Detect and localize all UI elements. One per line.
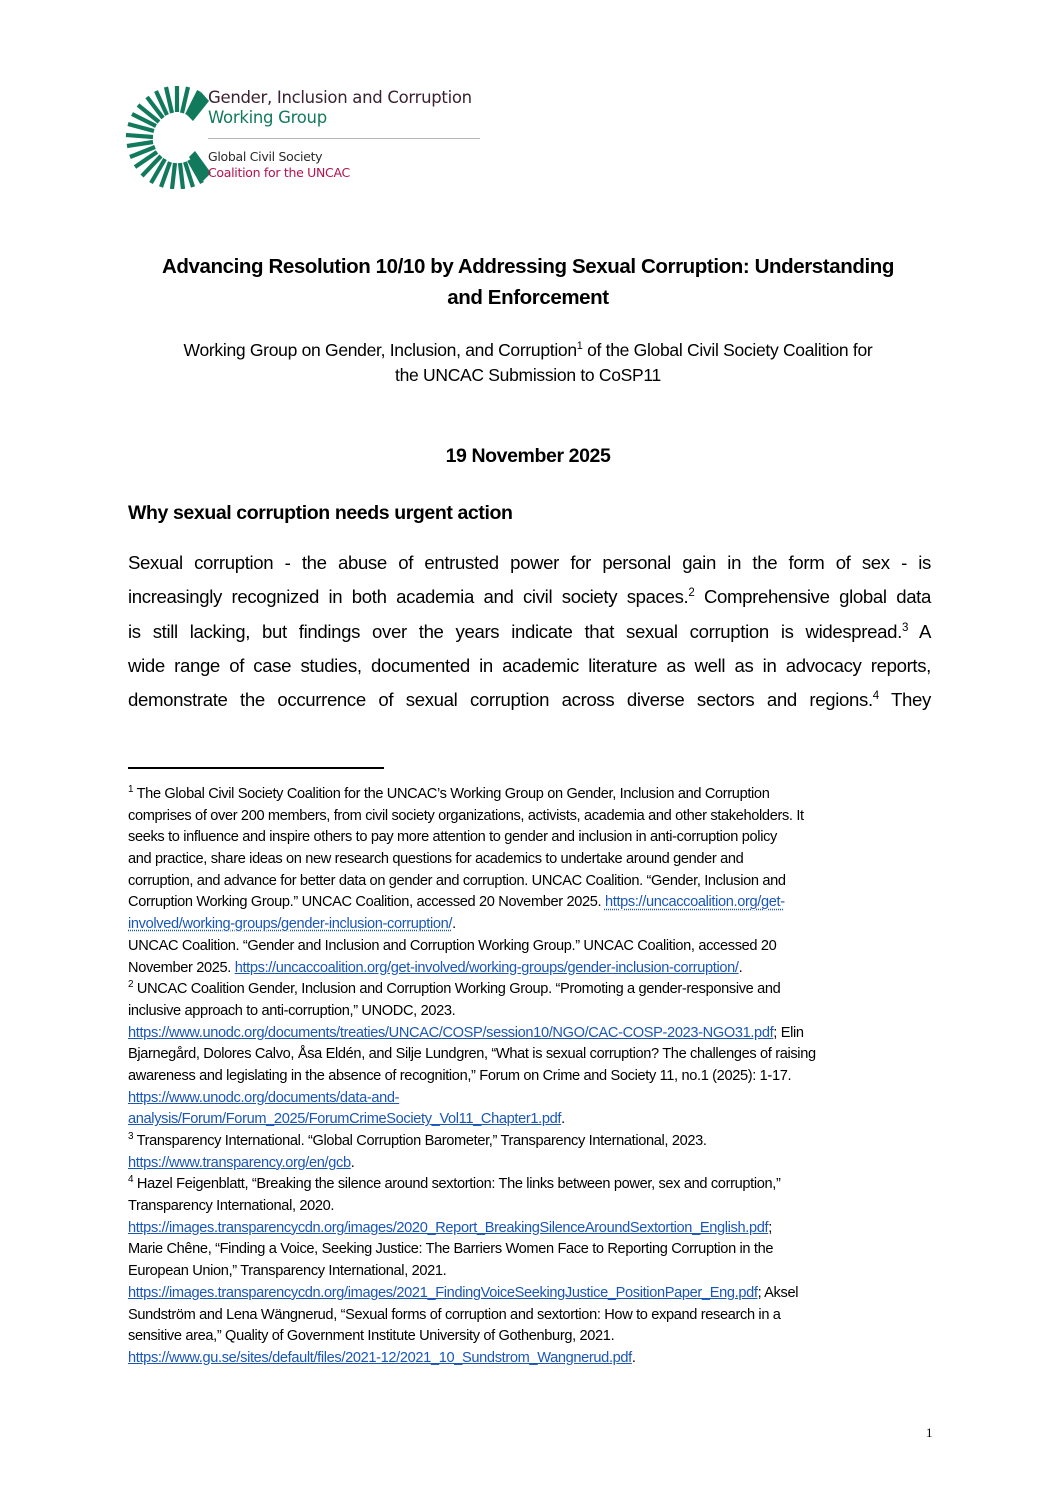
footnote-line: Transparency International, 2020. [128, 1198, 335, 1215]
subtitle-line-2: the UNCAC Submission to CoSP11 [395, 365, 661, 385]
footnote-line: inclusive approach to anti-corruption,” UNODC, 2023. [128, 1002, 456, 1019]
footnote-line [128, 1088, 928, 1110]
finding-voice-link[interactable]: https://images.transparencycdn.org/images/2021_FindingVoiceSeekingJustice_PositionPaper_Eng.pdf [128, 1284, 758, 1301]
footnote-ref-4[interactable]: 4 [872, 690, 879, 702]
footnote-text: . [350, 1154, 355, 1171]
footnote-separator [128, 767, 384, 769]
body-text: is still lacking, but findings over the years indicate that sexual corruption is widespread. [128, 620, 902, 642]
body-text: increasingly recognized in both academia and civil society spaces. [128, 586, 689, 608]
footnote-text: . [452, 916, 456, 933]
footnote-number: 3 [128, 1131, 134, 1143]
footnote-line: comprises of over 200 members, from civil society organizations, activists, academia and other stakeholders. It [128, 807, 804, 824]
footnote-text: Transparency International. “Global Corruption Barometer,” Transparency International, 2023. [133, 1133, 707, 1149]
uncac-working-group-link-2[interactable]: https://uncaccoalition.org/get-involved/working-groups/gender-inclusion-corruption/ [234, 959, 739, 976]
footnote-line [128, 1109, 928, 1131]
footnote-line: corruption, and advance for better data on gender and corruption. UNCAC Coalition. “Gender, Inclusion and [128, 872, 786, 889]
footnote-number: 2 [128, 979, 134, 991]
section-heading: Why sexual corruption needs urgent action [128, 502, 513, 524]
uncac-working-group-link-cont[interactable]: involved/working-groups/gender-inclusion-corruption/ [128, 916, 453, 933]
sextortion-report-link[interactable]: https://images.transparencycdn.org/images/2020_Report_BreakingSilenceAroundSextortion_English.pdf [128, 1219, 769, 1236]
unodc-ngo31-link[interactable]: https://www.unodc.org/documents/treaties/UNCAC/COSP/session10/NGO/CAC-COSP-2023-NGO31.pdf [128, 1024, 774, 1041]
footnote-line: UNCAC Coalition. “Gender and Inclusion and Corruption Working Group.” UNCAC Coalition, accessed 20 [128, 937, 777, 954]
logo-divider [208, 138, 480, 139]
logo-working-group-label: Working Group [208, 108, 327, 127]
footnote-line [128, 1218, 928, 1240]
document-date: 19 November 2025 [445, 445, 611, 467]
logo-wordmark [208, 88, 483, 181]
unodc-forum-link[interactable]: https://www.unodc.org/documents/data-and- [128, 1089, 400, 1106]
footnote-text: ; Aksel [757, 1284, 799, 1301]
footnote-line [128, 1348, 928, 1370]
body-line [128, 683, 931, 717]
body-line [128, 615, 931, 649]
footnote-text: . [738, 959, 743, 976]
body-text: Comprehensive global data [694, 586, 931, 608]
body-text: They [878, 689, 931, 711]
footnote-line [128, 892, 928, 914]
document-title [118, 251, 938, 313]
footnote-number: 4 [128, 1174, 134, 1186]
footnote-text: ; [768, 1219, 772, 1236]
footnote-3 [128, 1131, 928, 1153]
footnote-line: European Union,” Transparency International, 2021. [128, 1263, 447, 1280]
uncac-working-group-link[interactable]: https://uncaccoalition.org/get- [604, 894, 785, 911]
body-line: wide range of case studies, documented in academic literature as well as in advocacy reports, [128, 654, 931, 676]
transparency-gcb-link[interactable]: https://www.transparency.org/en/gcb [128, 1154, 351, 1171]
logo-working-group-name: Gender, Inclusion and Corruption [208, 88, 472, 107]
footnote-text: Corruption Working Group.” UNCAC Coalition, accessed 20 November 2025. [128, 894, 605, 911]
logo-coalition-label: Coalition for the UNCAC [208, 165, 350, 180]
footnote-line: seeks to influence and inspire others to pay more attention to gender and inclusion in anti-corruption policy [128, 829, 777, 846]
footnote-ref-2[interactable]: 2 [688, 587, 695, 600]
footnote-line [128, 1023, 928, 1045]
body-paragraph [128, 546, 931, 717]
footnote-line: Bjarnegård, Dolores Calvo, Åsa Eldén, and Silje Lundgren, “What is sexual corruption? The challenges of raising [128, 1046, 816, 1063]
coalition-c-logo-icon [125, 85, 211, 189]
footnote-line: sensitive area,” Quality of Government Institute University of Gothenburg, 2021. [128, 1328, 615, 1345]
footnote-text: UNCAC Coalition Gender, Inclusion and Corruption Working Group. “Promoting a gender-responsive and [133, 981, 781, 998]
footnote-text: The Global Civil Society Coalition for the UNCAC’s Working Group on Gender, Inclusion and Corruption [133, 786, 770, 802]
footnotes [128, 784, 928, 1370]
footnote-text: Hazel Feigenblatt, “Breaking the silence around sextortion: The links between power, sex and corruption,” [133, 1176, 781, 1193]
footnote-text: . [631, 1349, 636, 1366]
document-subtitle [118, 338, 938, 388]
body-text: demonstrate the occurrence of sexual corruption across diverse sectors and regions. [128, 689, 873, 711]
title-line-2: and Enforcement [447, 286, 609, 309]
footnote-line [128, 1153, 928, 1175]
body-line [128, 580, 931, 614]
organization-logo [125, 85, 485, 195]
subtitle-line-1 [118, 338, 938, 363]
body-line: Sexual corruption - the abuse of entrusted power for personal gain in the form of sex - is [128, 552, 931, 573]
footnote-ref-1[interactable]: 1 [576, 340, 583, 353]
footnote-line: awareness and legislating in the absence of recognition,” Forum on Crime and Society 11, no.1 (2025): 1-17. [128, 1067, 792, 1084]
page-number: 1 [926, 1425, 933, 1440]
gu-sundstrom-link[interactable]: https://www.gu.se/sites/default/files/2021-12/2021_10_Sundstrom_Wangnerud.pdf [128, 1349, 632, 1366]
footnote-2 [128, 979, 928, 1001]
footnote-line: Marie Chêne, “Finding a Voice, Seeking Justice: The Barriers Women Face to Reporting Corruption in the [128, 1241, 774, 1258]
footnote-text: November 2025. [128, 959, 235, 976]
footnote-ref-3[interactable]: 3 [901, 621, 908, 634]
title-line-1: Advancing Resolution 10/10 by Addressing Sexual Corruption: Understanding [161, 255, 895, 278]
footnote-number: 1 [128, 784, 134, 796]
body-text: A [908, 620, 931, 642]
footnote-1 [128, 784, 928, 806]
footnote-line: Sundström and Lena Wängnerud, “Sexual forms of corruption and sextortion: How to expand research in a [128, 1306, 781, 1323]
footnote-line [128, 958, 928, 980]
subtitle-text: Working Group on Gender, Inclusion, and Corruption [183, 340, 577, 360]
footnote-line [128, 914, 928, 936]
footnote-line [128, 1283, 928, 1305]
unodc-forum-link-cont[interactable]: analysis/Forum/Forum_2025/ForumCrimeSociety_Vol11_Chapter1.pdf [128, 1111, 562, 1128]
footnote-4 [128, 1174, 928, 1196]
subtitle-text: of the Global Civil Society Coalition for [582, 340, 873, 360]
footnote-line: and practice, share ideas on new research questions for academics to undertake around gender and [128, 851, 744, 868]
footnote-text: ; Elin [773, 1024, 804, 1041]
logo-coalition-name: Global Civil Society [208, 149, 323, 164]
footnote-text: . [561, 1111, 565, 1128]
